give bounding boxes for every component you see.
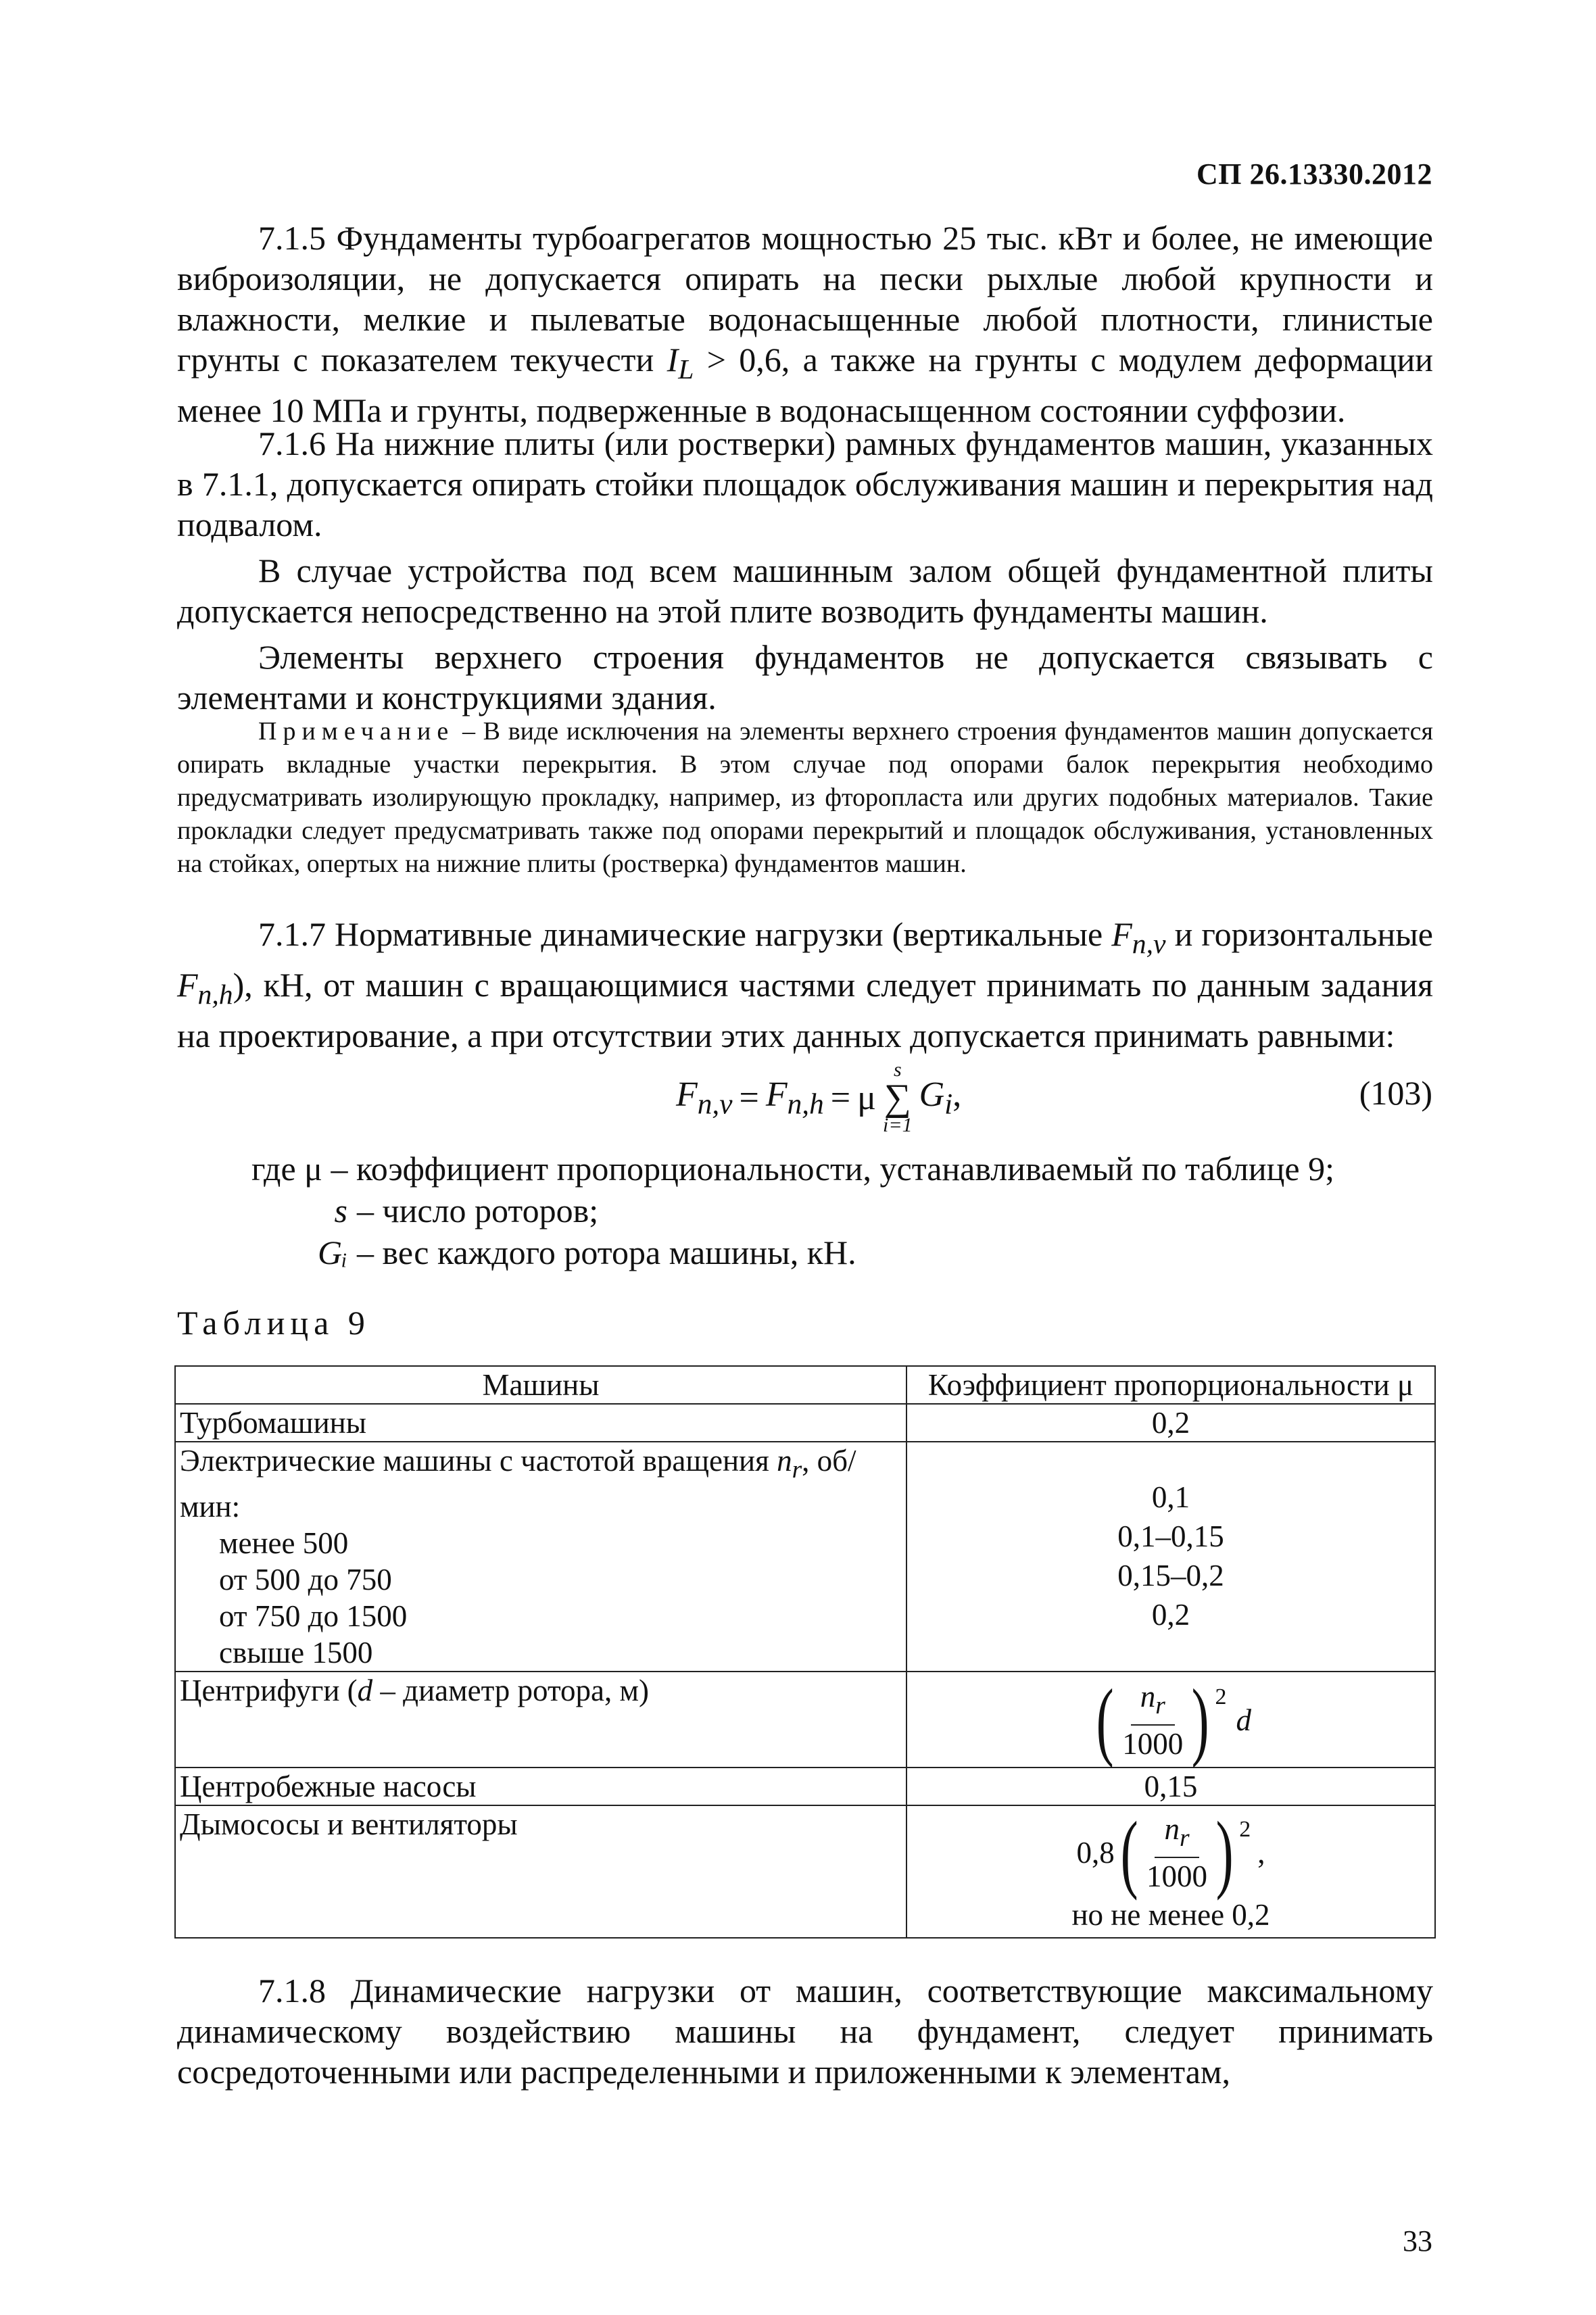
- paragraph-7-1-6-c: Элементы верхнего строения фундаментов не допускается связывать с элементами и конструкциями здания.: [177, 638, 1433, 716]
- formula-legend: [251, 1148, 1334, 1273]
- table-caption: Таблица 9: [177, 1304, 370, 1342]
- header-coefficient: Коэффициент пропорциональности μ: [906, 1366, 1435, 1404]
- page-number: 33: [1403, 2224, 1432, 2258]
- symbol-i: I: [667, 341, 679, 379]
- legend-row: s – число роторов;: [334, 1192, 599, 1229]
- legend-row: Gᵢ – вес каждого ротора машины, кН.: [317, 1234, 856, 1271]
- table-row: Турбомашины 0,2: [175, 1404, 1435, 1442]
- paragraph-7-1-6-b: В случае устройства под всем машинным залом общей фундаментной плиты допускается непосредственно на этой плите возводить фундаменты машин.: [177, 552, 1433, 630]
- centrifuge-formula: ( $\frac{n_r}{1000}$ ) 2 d: [1096, 1672, 1252, 1769]
- note-text: – В виде исключения на элементы верхнего строения фундаментов машин допускается опирать вкладные участки перекрытия. В этом случае под опорами балок перекрытия необходимо предусматривать изолирующую прокладку, например, из фторопласта или других подобных материалов. Такие прокладки следует предусматривать также под опорами перекрытий и площадок обслуживания, установленных на стойках, опертых на нижние плиты (ростверка) фундаментов машин.: [177, 717, 1433, 878]
- paragraph-7-1-7: 7.1.7 Нормативные динамические нагрузки (вертикальные $F_{n,v}$ и горизонтальные $F_{n,h}$), кН, от машин с вращающимися частями следует принимать по данным задания на проектирование, а при отсутствии этих данных допускается принимать равными:: [177, 915, 1433, 1054]
- symbol-l-subscript: L: [678, 354, 694, 385]
- table-row: Электрические машины с частотой вращения $n_r$, об/мин: менее 500 от 500 до 750 от 750 до 1500 свыше 1500 0,1 0,1–0,15 0,15–0,2 0,2: [175, 1442, 1435, 1672]
- legend-row: где μ – коэффициент пропорциональности, устанавливаемый по таблице 9;: [251, 1150, 1334, 1188]
- note-label: Примечание: [258, 717, 455, 746]
- paragraph-7-1-6: 7.1.6 На нижние плиты (или ростверки) рамных фундаментов машин, указанных в 7.1.1, допускается опирать стойки площадок обслуживания машин и перекрытия над подвалом. В случае устройства под всем машинным залом общей фундаментной плиты допускается непосредственно на этой плите возводить фундаменты машин. Элементы верхнего строения фундаментов не допускается связывать с элементами и конструкциями здания.: [177, 424, 1433, 716]
- header-machines: Машины: [175, 1366, 906, 1404]
- fan-formula: 0,8 ( $\frac{n_r}{1000}$ ) 2 ,: [1076, 1804, 1265, 1901]
- paragraph-7-1-5: 7.1.5 Фундаменты турбоагрегатов мощностью 25 тыс. кВт и более, не имеющие виброизоляции, не допускается опирать на пески рыхлые любой крупности и влажности, мелкие и пылеватые водонасыщенные любой плотности, глинистые грунты с показателем текучести $I_L > 0,6$, а также на грунты с модулем деформации менее 10 МПа и грунты, подверженные в водонасыщенном состоянии суффозии.: [177, 219, 1433, 429]
- table-header-row: [175, 1366, 1435, 1404]
- paragraph-7-1-8: 7.1.8 Динамические нагрузки от машин, соответствующие максимальному динамическому воздействию машины на фундамент, следует принимать сосредоточенными или распределенными и приложенными к элементам,: [177, 1972, 1433, 2091]
- formula-103: $F_{n,v}$ = $F_{n,h}$ = μ s ∑ i=1 $G_i$,: [676, 1058, 962, 1136]
- table-9: [174, 1365, 1436, 1939]
- table-row: Дымососы и вентиляторы 0,8 ( $\frac{n_r}{1000}$ ) 2 , но не менее 0,2: [175, 1805, 1435, 1938]
- sum-operator: s ∑ i=1: [882, 1058, 913, 1136]
- document-code: СП 26.13330.2012: [1196, 157, 1432, 191]
- table-row: Центрифуги (d – диаметр ротора, м) ( $\frac{n_r}{1000}$ ) 2 d: [175, 1672, 1435, 1768]
- table-row: Центробежные насосы 0,15: [175, 1768, 1435, 1805]
- equation-number: (103): [1359, 1074, 1432, 1112]
- note-block: [177, 715, 1433, 881]
